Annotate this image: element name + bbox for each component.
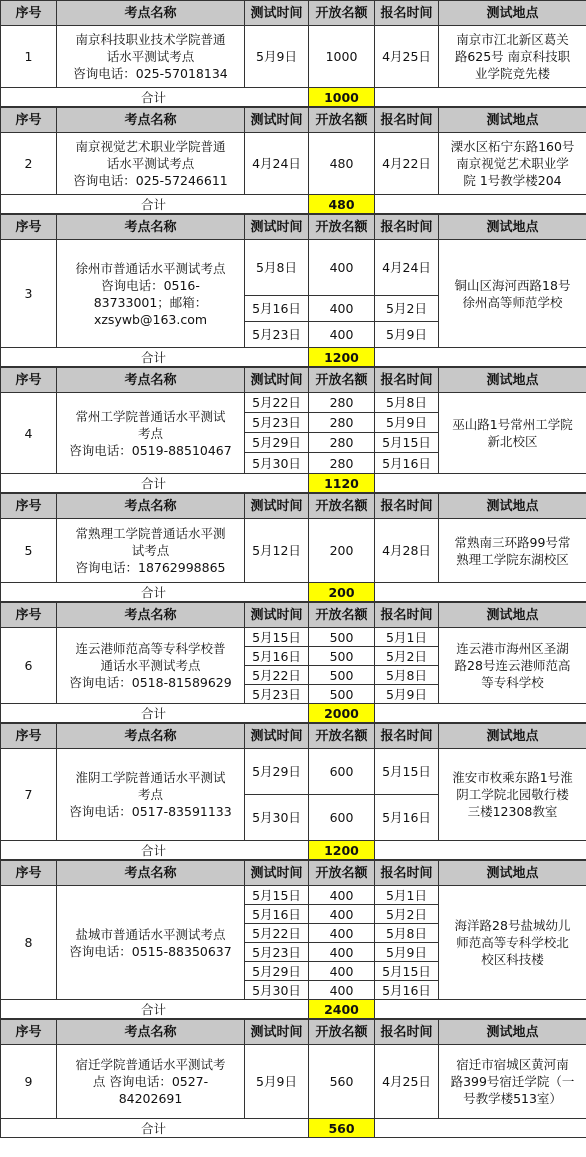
center-name-cell bbox=[57, 133, 245, 195]
header-seq: 序号 bbox=[1, 1020, 57, 1045]
test-center-table bbox=[0, 723, 586, 860]
registration-date-cell: 5月16日 bbox=[375, 453, 439, 474]
test-date-cell: 5月16日 bbox=[245, 647, 309, 666]
header-quota: 开放名额 bbox=[309, 724, 375, 749]
registration-date-cell: 5月15日 bbox=[375, 749, 439, 795]
header-name: 考点名称 bbox=[57, 494, 245, 519]
test-center-block bbox=[0, 860, 586, 1019]
total-blank bbox=[375, 195, 586, 214]
total-row bbox=[1, 195, 586, 214]
registration-date-cell: 5月8日 bbox=[375, 393, 439, 413]
header-row bbox=[1, 1020, 586, 1045]
header-seq: 序号 bbox=[1, 861, 57, 886]
quota-cell: 480 bbox=[309, 133, 375, 195]
header-location: 测试地点 bbox=[439, 1020, 586, 1045]
location-cell bbox=[439, 1045, 586, 1119]
total-blank bbox=[375, 583, 586, 602]
quota-cell: 560 bbox=[309, 1045, 375, 1119]
total-blank bbox=[375, 88, 586, 107]
registration-date-cell: 5月2日 bbox=[375, 905, 439, 924]
location-cell bbox=[439, 26, 586, 88]
total-blank bbox=[375, 1000, 586, 1019]
header-row bbox=[1, 724, 586, 749]
header-location: 测试地点 bbox=[439, 861, 586, 886]
header-test-time: 测试时间 bbox=[245, 724, 309, 749]
quota-cell: 400 bbox=[309, 981, 375, 1000]
quota-cell: 400 bbox=[309, 924, 375, 943]
quota-cell: 400 bbox=[309, 943, 375, 962]
test-center-block bbox=[0, 214, 586, 367]
total-row bbox=[1, 348, 586, 367]
location-line: 路625号 南京科技职 bbox=[454, 49, 571, 64]
quota-cell: 400 bbox=[309, 322, 375, 348]
seq-cell: 6 bbox=[1, 628, 57, 704]
center-name-line: 常州工学院普通话水平测试 bbox=[75, 408, 226, 424]
location-line: 巫山路1号常州工学院 bbox=[452, 417, 573, 432]
total-row bbox=[1, 474, 586, 493]
center-name-line: 考点 bbox=[137, 787, 163, 802]
test-center-block bbox=[0, 1019, 586, 1138]
location-line: 新北校区 bbox=[487, 434, 538, 449]
header-seq: 序号 bbox=[1, 603, 57, 628]
total-value: 1200 bbox=[309, 348, 375, 367]
test-center-block bbox=[0, 0, 586, 107]
header-row bbox=[1, 603, 586, 628]
test-date-cell: 5月12日 bbox=[245, 519, 309, 583]
header-name: 考点名称 bbox=[57, 603, 245, 628]
registration-date-cell: 4月25日 bbox=[375, 1045, 439, 1119]
center-name-line: 咨询电话：18762998865 bbox=[75, 560, 226, 575]
header-test-time: 测试时间 bbox=[245, 1020, 309, 1045]
registration-date-cell: 5月9日 bbox=[375, 413, 439, 433]
total-label: 合计 bbox=[1, 348, 309, 367]
total-value: 480 bbox=[309, 195, 375, 214]
header-name: 考点名称 bbox=[57, 1020, 245, 1045]
center-name-cell bbox=[57, 519, 245, 583]
header-test-time: 测试时间 bbox=[245, 368, 309, 393]
header-test-time: 测试时间 bbox=[245, 215, 309, 240]
test-center-table bbox=[0, 214, 586, 367]
total-row bbox=[1, 583, 586, 602]
location-cell bbox=[439, 393, 586, 474]
test-center-block bbox=[0, 367, 586, 493]
test-center-block bbox=[0, 602, 586, 723]
total-value: 1120 bbox=[309, 474, 375, 493]
header-row bbox=[1, 368, 586, 393]
location-line: 路28号连云港师范高 bbox=[454, 658, 571, 673]
location-line: 南京视觉艺术职业学 bbox=[456, 156, 569, 171]
registration-date-cell: 5月9日 bbox=[375, 685, 439, 704]
quota-cell: 600 bbox=[309, 749, 375, 795]
test-date-cell: 5月9日 bbox=[245, 26, 309, 88]
location-line: 南京市江北新区葛关 bbox=[456, 32, 569, 47]
test-center-block bbox=[0, 723, 586, 860]
header-name: 考点名称 bbox=[57, 1, 245, 26]
total-blank bbox=[375, 841, 586, 860]
quota-cell: 200 bbox=[309, 519, 375, 583]
center-name-line: 咨询电话：0515-88350637 bbox=[69, 943, 232, 959]
seq-cell: 1 bbox=[1, 26, 57, 88]
header-test-time: 测试时间 bbox=[245, 1, 309, 26]
total-blank bbox=[375, 348, 586, 367]
location-line: 等专科学校 bbox=[481, 675, 544, 690]
center-name-cell bbox=[57, 886, 245, 1000]
test-date-cell: 5月29日 bbox=[245, 433, 309, 453]
header-quota: 开放名额 bbox=[309, 1020, 375, 1045]
test-center-table bbox=[0, 493, 586, 602]
test-date-cell: 4月24日 bbox=[245, 133, 309, 195]
center-name-cell bbox=[57, 393, 245, 474]
center-name-line: 咨询电话：0517-83591133 bbox=[69, 804, 232, 819]
header-location: 测试地点 bbox=[439, 215, 586, 240]
test-center-block bbox=[0, 107, 586, 214]
test-date-cell: 5月15日 bbox=[245, 628, 309, 647]
test-center-table bbox=[0, 0, 586, 107]
test-date-cell: 5月9日 bbox=[245, 1045, 309, 1119]
seq-cell: 4 bbox=[1, 393, 57, 474]
header-reg-time: 报名时间 bbox=[375, 1, 439, 26]
seq-cell: 2 bbox=[1, 133, 57, 195]
registration-date-cell: 4月24日 bbox=[375, 240, 439, 296]
center-name-line: 南京视觉艺术职业学院普通 bbox=[75, 139, 226, 154]
center-name-line: 咨询电话：0519-88510467 bbox=[69, 442, 232, 458]
header-quota: 开放名额 bbox=[309, 494, 375, 519]
registration-date-cell: 5月15日 bbox=[375, 433, 439, 453]
quota-cell: 400 bbox=[309, 905, 375, 924]
location-cell bbox=[439, 133, 586, 195]
session-row bbox=[1, 519, 586, 583]
header-location: 测试地点 bbox=[439, 724, 586, 749]
location-line: 路399号宿迁学院（一 bbox=[450, 1074, 575, 1089]
header-row bbox=[1, 861, 586, 886]
quota-cell: 1000 bbox=[309, 26, 375, 88]
test-center-table bbox=[0, 1019, 586, 1138]
header-seq: 序号 bbox=[1, 494, 57, 519]
registration-date-cell: 5月8日 bbox=[375, 666, 439, 685]
location-line: 阴工学院北园敬行楼 bbox=[456, 787, 569, 802]
quota-cell: 600 bbox=[309, 795, 375, 841]
seq-cell: 5 bbox=[1, 519, 57, 583]
location-line: 徐州高等师范学校 bbox=[462, 294, 563, 310]
registration-date-cell: 5月2日 bbox=[375, 296, 439, 322]
total-label: 合计 bbox=[1, 704, 309, 723]
session-row bbox=[1, 628, 586, 647]
location-line: 淮安市枚乘东路1号淮 bbox=[452, 770, 573, 785]
total-row bbox=[1, 841, 586, 860]
location-cell bbox=[439, 240, 586, 348]
header-reg-time: 报名时间 bbox=[375, 724, 439, 749]
test-date-cell: 5月30日 bbox=[245, 453, 309, 474]
total-value: 2400 bbox=[309, 1000, 375, 1019]
location-line: 校区科技楼 bbox=[481, 952, 544, 967]
header-reg-time: 报名时间 bbox=[375, 1020, 439, 1045]
quota-cell: 500 bbox=[309, 666, 375, 685]
header-quota: 开放名额 bbox=[309, 603, 375, 628]
center-name-cell bbox=[57, 1045, 245, 1119]
center-name-line: 连云港师范高等专科学校普 bbox=[75, 641, 226, 656]
header-row bbox=[1, 215, 586, 240]
session-row bbox=[1, 749, 586, 795]
location-line: 业学院竞先楼 bbox=[474, 66, 550, 81]
seq-cell: 3 bbox=[1, 240, 57, 348]
registration-date-cell: 5月1日 bbox=[375, 886, 439, 905]
header-location: 测试地点 bbox=[439, 108, 586, 133]
header-name: 考点名称 bbox=[57, 108, 245, 133]
center-name-line: xzsywb@163.com bbox=[93, 311, 208, 327]
header-quota: 开放名额 bbox=[309, 861, 375, 886]
header-quota: 开放名额 bbox=[309, 215, 375, 240]
test-date-cell: 5月30日 bbox=[245, 981, 309, 1000]
center-name-line: 宿迁学院普通话水平测试考 bbox=[75, 1057, 226, 1072]
header-reg-time: 报名时间 bbox=[375, 215, 439, 240]
location-line: 院 1号教学楼204 bbox=[463, 173, 562, 188]
test-date-cell: 5月23日 bbox=[245, 322, 309, 348]
quota-cell: 280 bbox=[309, 453, 375, 474]
test-date-cell: 5月16日 bbox=[245, 296, 309, 322]
test-center-block bbox=[0, 493, 586, 602]
center-name-line: 淮阴工学院普通话水平测试 bbox=[75, 770, 226, 785]
quota-cell: 500 bbox=[309, 685, 375, 704]
location-line: 溧水区柘宁东路160号 bbox=[450, 139, 575, 154]
center-name-cell bbox=[57, 749, 245, 841]
header-seq: 序号 bbox=[1, 368, 57, 393]
center-name-line: 咨询电话：025-57018134 bbox=[73, 66, 228, 81]
total-row bbox=[1, 1119, 586, 1138]
header-location: 测试地点 bbox=[439, 368, 586, 393]
header-test-time: 测试时间 bbox=[245, 861, 309, 886]
center-name-line: 常熟理工学院普通话水平测 bbox=[75, 526, 226, 541]
center-name-line: 盐城市普通话水平测试考点 bbox=[75, 926, 226, 942]
test-center-table bbox=[0, 367, 586, 493]
header-seq: 序号 bbox=[1, 724, 57, 749]
total-blank bbox=[375, 704, 586, 723]
registration-date-cell: 5月16日 bbox=[375, 795, 439, 841]
total-value: 1200 bbox=[309, 841, 375, 860]
seq-cell: 9 bbox=[1, 1045, 57, 1119]
location-line: 连云港市海州区圣湖 bbox=[456, 641, 569, 656]
center-name-line: 话水平测试考点 bbox=[106, 49, 195, 64]
center-name-line: 咨询电话：0518-81589629 bbox=[69, 675, 232, 690]
center-name-line: 咨询电话：0516- bbox=[101, 277, 200, 293]
header-name: 考点名称 bbox=[57, 724, 245, 749]
registration-date-cell: 5月1日 bbox=[375, 628, 439, 647]
location-line: 三楼12308教室 bbox=[467, 804, 558, 819]
registration-date-cell: 4月25日 bbox=[375, 26, 439, 88]
location-line: 常熟南三环路99号常 bbox=[454, 534, 571, 550]
header-reg-time: 报名时间 bbox=[375, 108, 439, 133]
test-date-cell: 5月23日 bbox=[245, 685, 309, 704]
center-name-cell bbox=[57, 240, 245, 348]
header-reg-time: 报名时间 bbox=[375, 368, 439, 393]
total-value: 200 bbox=[309, 583, 375, 602]
center-name-line: 考点 bbox=[137, 425, 163, 441]
location-line: 师范高等专科学校北 bbox=[456, 935, 569, 950]
location-line: 宿迁市宿城区黄河南 bbox=[456, 1057, 569, 1072]
header-row bbox=[1, 494, 586, 519]
location-line: 号教学楼513室） bbox=[463, 1091, 562, 1106]
header-test-time: 测试时间 bbox=[245, 108, 309, 133]
total-label: 合计 bbox=[1, 474, 309, 493]
quota-cell: 280 bbox=[309, 413, 375, 433]
total-label: 合计 bbox=[1, 195, 309, 214]
total-row bbox=[1, 88, 586, 107]
center-name-line: 试考点 bbox=[131, 543, 170, 558]
session-row bbox=[1, 240, 586, 296]
test-center-table bbox=[0, 602, 586, 723]
registration-date-cell: 5月2日 bbox=[375, 647, 439, 666]
total-blank bbox=[375, 474, 586, 493]
quota-cell: 500 bbox=[309, 628, 375, 647]
quota-cell: 280 bbox=[309, 393, 375, 413]
header-location: 测试地点 bbox=[439, 603, 586, 628]
header-row bbox=[1, 108, 586, 133]
registration-date-cell: 4月28日 bbox=[375, 519, 439, 583]
test-center-table bbox=[0, 860, 586, 1019]
total-row bbox=[1, 1000, 586, 1019]
session-row bbox=[1, 133, 586, 195]
quota-cell: 400 bbox=[309, 240, 375, 296]
header-test-time: 测试时间 bbox=[245, 494, 309, 519]
header-location: 测试地点 bbox=[439, 1, 586, 26]
location-cell bbox=[439, 519, 586, 583]
quota-cell: 400 bbox=[309, 296, 375, 322]
center-name-cell bbox=[57, 26, 245, 88]
center-name-line: 点 咨询电话：0527- bbox=[92, 1074, 209, 1089]
registration-date-cell: 5月16日 bbox=[375, 981, 439, 1000]
registration-date-cell: 5月9日 bbox=[375, 943, 439, 962]
quota-cell: 400 bbox=[309, 962, 375, 981]
center-name-line: 84202691 bbox=[118, 1091, 183, 1106]
test-center-table bbox=[0, 107, 586, 214]
header-reg-time: 报名时间 bbox=[375, 494, 439, 519]
total-value: 560 bbox=[309, 1119, 375, 1138]
quota-cell: 500 bbox=[309, 647, 375, 666]
location-line: 铜山区海河西路18号 bbox=[454, 277, 571, 293]
header-seq: 序号 bbox=[1, 108, 57, 133]
test-date-cell: 5月23日 bbox=[245, 413, 309, 433]
center-name-cell bbox=[57, 628, 245, 704]
test-date-cell: 5月22日 bbox=[245, 393, 309, 413]
quota-cell: 400 bbox=[309, 886, 375, 905]
location-cell bbox=[439, 886, 586, 1000]
location-cell bbox=[439, 749, 586, 841]
total-row bbox=[1, 704, 586, 723]
test-date-cell: 5月29日 bbox=[245, 749, 309, 795]
test-date-cell: 5月15日 bbox=[245, 886, 309, 905]
test-date-cell: 5月22日 bbox=[245, 924, 309, 943]
total-blank bbox=[375, 1119, 586, 1138]
header-seq: 序号 bbox=[1, 215, 57, 240]
session-row bbox=[1, 886, 586, 905]
test-date-cell: 5月16日 bbox=[245, 905, 309, 924]
test-date-cell: 5月8日 bbox=[245, 240, 309, 296]
header-reg-time: 报名时间 bbox=[375, 861, 439, 886]
registration-date-cell: 4月22日 bbox=[375, 133, 439, 195]
session-row bbox=[1, 393, 586, 413]
center-name-line: 话水平测试考点 bbox=[106, 156, 195, 171]
total-value: 2000 bbox=[309, 704, 375, 723]
center-name-line: 咨询电话：025-57246611 bbox=[73, 173, 228, 188]
header-quota: 开放名额 bbox=[309, 108, 375, 133]
total-label: 合计 bbox=[1, 841, 309, 860]
center-name-line: 徐州市普通话水平测试考点 bbox=[75, 260, 226, 276]
header-quota: 开放名额 bbox=[309, 368, 375, 393]
total-value: 1000 bbox=[309, 88, 375, 107]
seq-cell: 7 bbox=[1, 749, 57, 841]
session-row bbox=[1, 1045, 586, 1119]
location-line: 海洋路28号盐城幼儿 bbox=[454, 918, 571, 933]
center-name-line: 通话水平测试考点 bbox=[100, 658, 201, 673]
total-label: 合计 bbox=[1, 88, 309, 107]
header-location: 测试地点 bbox=[439, 494, 586, 519]
header-name: 考点名称 bbox=[57, 368, 245, 393]
header-seq: 序号 bbox=[1, 1, 57, 26]
total-label: 合计 bbox=[1, 1119, 309, 1138]
registration-date-cell: 5月8日 bbox=[375, 924, 439, 943]
location-line: 熟理工学院东湖校区 bbox=[456, 551, 569, 567]
header-test-time: 测试时间 bbox=[245, 603, 309, 628]
center-name-line: 南京科技职业技术学院普通 bbox=[75, 32, 226, 47]
location-cell bbox=[439, 628, 586, 704]
registration-date-cell: 5月9日 bbox=[375, 322, 439, 348]
total-label: 合计 bbox=[1, 583, 309, 602]
test-date-cell: 5月29日 bbox=[245, 962, 309, 981]
header-name: 考点名称 bbox=[57, 861, 245, 886]
test-date-cell: 5月22日 bbox=[245, 666, 309, 685]
test-date-cell: 5月30日 bbox=[245, 795, 309, 841]
header-reg-time: 报名时间 bbox=[375, 603, 439, 628]
test-date-cell: 5月23日 bbox=[245, 943, 309, 962]
header-row bbox=[1, 1, 586, 26]
total-label: 合计 bbox=[1, 1000, 309, 1019]
quota-cell: 280 bbox=[309, 433, 375, 453]
session-row bbox=[1, 26, 586, 88]
registration-date-cell: 5月15日 bbox=[375, 962, 439, 981]
header-name: 考点名称 bbox=[57, 215, 245, 240]
header-quota: 开放名额 bbox=[309, 1, 375, 26]
seq-cell: 8 bbox=[1, 886, 57, 1000]
center-name-line: 83733001；邮箱： bbox=[93, 294, 208, 310]
